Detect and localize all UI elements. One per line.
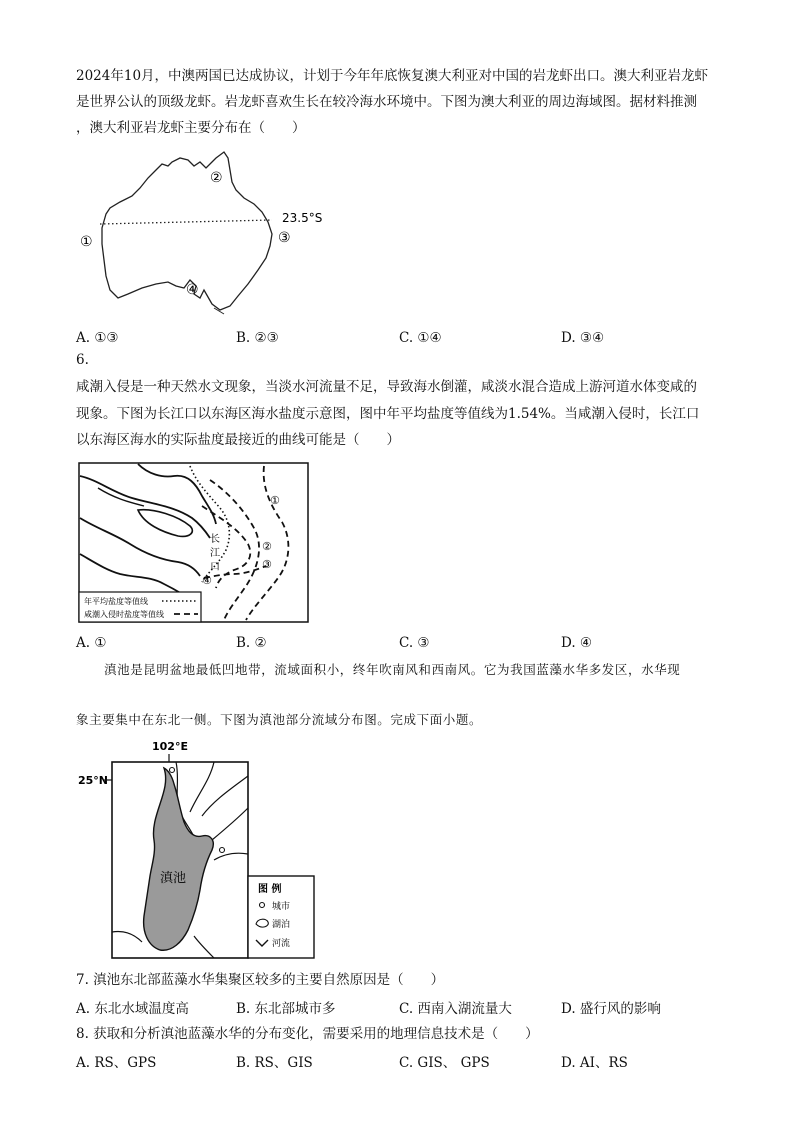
latitude-label: 23.5°S <box>282 211 323 225</box>
q7-option-c[interactable]: C. 西南入湖流量大 <box>399 1001 512 1017</box>
legend-lake-icon <box>256 919 268 927</box>
q8-option-b[interactable]: B. RS、GIS <box>236 1055 313 1071</box>
q8-option-a[interactable]: A. RS、GPS <box>76 1055 157 1071</box>
q5-line-2: 是世界公认的顶级龙虾。岩龙虾喜欢生长在较冷海水环境中。下图为澳大利亚的周边海域图。据材料推测 <box>76 94 697 110</box>
legend-title: 图 例 <box>258 884 282 895</box>
q5-option-c[interactable]: C. ①④ <box>399 330 442 346</box>
lat-label: 25°N <box>78 774 109 787</box>
legend-city-icon <box>260 903 265 908</box>
q6-option-d[interactable]: D. ④ <box>561 635 593 651</box>
marker-3: ③ <box>278 230 291 246</box>
q8-stem: 8. 获取和分析滇池蓝藻水华的分布变化，需要采用的地理信息技术是（ ） <box>76 1026 539 1042</box>
q8-option-c[interactable]: C. GIS、 GPS <box>399 1055 490 1071</box>
isoline-marker-3: ③ <box>262 558 272 571</box>
q7-option-a[interactable]: A. 东北水域温度高 <box>76 1001 189 1017</box>
city-dot-north <box>170 768 175 773</box>
q7-option-d[interactable]: D. 盛行风的影响 <box>561 1001 661 1017</box>
legend-annual-label: 年平均盐度等值线 <box>84 597 148 606</box>
lake-label: 滇池 <box>160 871 187 886</box>
q8-option-d[interactable]: D. AI、RS <box>561 1055 628 1071</box>
river-label-2: 江 <box>210 548 220 559</box>
isoline-marker-4: ④ <box>202 574 212 587</box>
q7-stem: 7. 滇池东北部蓝藻水华集聚区较多的主要自然原因是（ ） <box>76 972 445 988</box>
tropic-line <box>100 220 272 224</box>
legend-river-label: 河流 <box>272 939 291 949</box>
q6-line-1: 咸潮入侵是一种天然水文现象，当淡水河流量不足，导致海水倒灌，咸淡水混合造成上游河道水体变咸的 <box>76 379 697 395</box>
legend-city-label: 城市 <box>272 902 291 912</box>
legend-intrusion-label: 咸潮入侵时盐度等值线 <box>84 610 164 619</box>
q5-line-1: 2024年10月，中澳两国已达成协议，计划于今年年底恢复澳大利亚对中国的岩龙虾出口。澳大利亚岩龙虾 <box>76 68 709 84</box>
q6-option-a[interactable]: A. ① <box>76 635 107 651</box>
q6-line-2: 现象。下图为长江口以东海区海水盐度示意图，图中年平均盐度等值线为1.54%。当咸潮入侵时，长江口 <box>76 406 700 422</box>
q6-number: 6. <box>76 352 89 368</box>
river-label-1: 长 <box>210 534 220 545</box>
intro-line-1: 滇池是昆明盆地最低凹地带，流域面积小，终年吹南风和西南风。它为我国蓝藻水华多发区，水华现 <box>104 662 681 677</box>
q6-option-c[interactable]: C. ③ <box>399 635 430 651</box>
q5-line-3: ，澳大利亚岩龙虾主要分布在（ ） <box>76 120 306 136</box>
marker-1: ① <box>80 234 93 250</box>
city-dot-east <box>220 848 225 853</box>
q5-option-a[interactable]: A. ①③ <box>76 330 119 346</box>
q5-option-d[interactable]: D. ③④ <box>561 330 605 346</box>
marker-4: ④ <box>186 282 199 298</box>
q6-option-b[interactable]: B. ② <box>236 635 267 651</box>
river-label-3: 口 <box>210 562 220 573</box>
q6-line-3: 以东海区海水的实际盐度最接近的曲线可能是（ ） <box>76 432 400 448</box>
isoline-marker-2: ② <box>262 540 272 553</box>
q7-option-b[interactable]: B. 东北部城市多 <box>236 1001 336 1017</box>
australia-map <box>76 148 336 318</box>
q5-option-b[interactable]: B. ②③ <box>236 330 279 346</box>
dianchi-map <box>76 736 316 962</box>
isoline-marker-1: ① <box>270 494 280 507</box>
legend-lake-label: 湖泊 <box>272 920 291 930</box>
intro-line-2: 象主要集中在东北一侧。下图为滇池部分流域分布图。完成下面小题。 <box>76 712 483 727</box>
yangtze-salinity-map <box>78 462 310 624</box>
lon-label: 102°E <box>152 740 188 753</box>
marker-2: ② <box>210 170 223 186</box>
